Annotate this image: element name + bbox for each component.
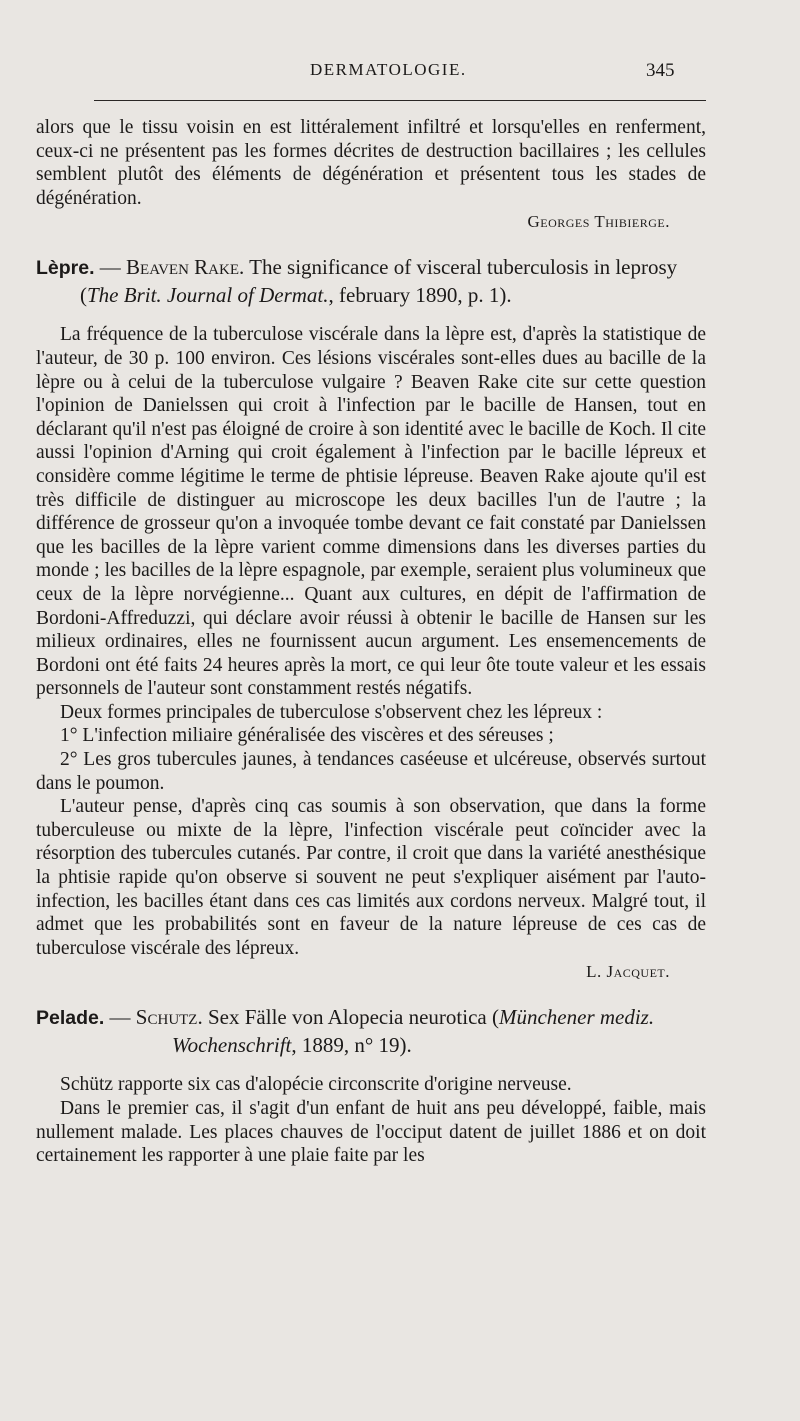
article-journal: Münchener mediz. Wochenschrift bbox=[172, 1005, 655, 1058]
article-keyword: Lèpre. bbox=[36, 257, 95, 280]
heading-dash: — bbox=[104, 1005, 136, 1030]
article-heading bbox=[36, 1004, 706, 1059]
page-header bbox=[0, 60, 800, 86]
article-paragraph: Dans le premier cas, il s'agit d'un enfant de huit ans peu développé, faible, mais nullement malade. Les places chauves de l'occiput datent de juillet 1886 et on doit certainement les rapporter à une plaie faite par les bbox=[36, 1098, 706, 1167]
article-title: . The significance of visceral tuberculosis in leprosy ( bbox=[80, 255, 678, 308]
page-number: 345 bbox=[646, 60, 675, 81]
article-title: . Sex Fälle von Alopecia neurotica ( bbox=[197, 1005, 499, 1030]
article-reference: , february 1890, p. 1). bbox=[328, 283, 512, 308]
article-paragraph: 2° Les gros tubercules jaunes, à tendances caséeuse et ulcéreuse, observés surtout dans le poumon. bbox=[36, 749, 706, 794]
header-rule bbox=[94, 100, 706, 101]
article-paragraph: 1° L'infection miliaire généralisée des viscères et des séreuses ; bbox=[60, 725, 554, 747]
article-signature: L. Jacquet. bbox=[586, 962, 670, 982]
article-author: Schutz bbox=[135, 1005, 198, 1030]
article-heading bbox=[36, 254, 706, 309]
article-journal: The Brit. Journal of Dermat. bbox=[87, 283, 329, 308]
heading-dash: — bbox=[94, 255, 127, 280]
article-keyword: Pelade. bbox=[36, 1007, 105, 1030]
article-author: Beaven Rake bbox=[126, 255, 240, 280]
review-paragraph: alors que le tissu voisin en est littéralement infiltré et lorsqu'elles en renferment, ceux-ci ne présentent pas les formes décrites de destruction bacillaires ; les cellules semblent plutôt des éléments de dégénération et présentent tous les stades de dégénération. bbox=[36, 117, 706, 209]
body-text bbox=[36, 116, 706, 1168]
review-signature: Georges Thibierge. bbox=[527, 212, 670, 232]
running-title: DERMATOLOGIE. bbox=[310, 60, 467, 79]
article-reference: , 1889, n° 19). bbox=[291, 1033, 412, 1058]
article-paragraph: L'auteur pense, d'après cinq cas soumis à son observation, que dans la forme tuberculeuse ou mixte de la lèpre, l'infection viscérale peut coïncider avec la résorption des tubercules cutanés. Par contre, il croit que dans la variété anesthésique la phtisie rapide qu'on observe si souvent ne peut s'expliquer aisément par l'auto-infection, les bacilles étant dans ces cas limités aux cordons nerveux. Malgré tout, il admet que les probabilités sont en faveur de la nature lépreuse de ces cas de tuberculose viscérale des lépreux. bbox=[36, 796, 706, 959]
article-paragraph: Schütz rapporte six cas d'alopécie circonscrite d'origine nerveuse. bbox=[60, 1074, 572, 1096]
article-paragraph: La fréquence de la tuberculose viscérale dans la lèpre est, d'après la statistique de l'auteur, de 30 p. 100 environ. Ces lésions viscérales sont-elles dues au bacille de la lèpre ou à celui de la tuberculose vulgaire ? Beaven Rake cite sur cette question l'opinion de Danielssen qui croit à l'infection par le bacille de Hansen, tout en déclarant qu'il n'est pas éloigné de croire à son identité avec le bacille de Koch. Il cite aussi l'opinion d'Arning qui croit également à l'infection par le bacille lépreux et considère comme légitime le terme de phtisie lépreuse. Beaven Rake ajoute qu'il est très difficile de distinguer au microscope les deux bacilles l'un de l'autre ; la différence de grosseur qu'on a invoquée tombe devant ce fait constaté par Danielssen que les bacilles de la lèpre varient comme dimensions dans les diverses parties du monde ; les bacilles de la lèpre espagnole, par exemple, seraient plus volumineux que ceux de la lèpre norvégienne... Quant aux cultures, en dépit de l'affirmation de Bordoni-Affreduzzi, qui déclare avoir réussi à obtenir le bacille de Hansen sur les milieux ordinaires, elles ne fournissent aucun argument. Les ensemencements de Bordoni ont été faits 24 heures après la mort, ce qui leur ôte toute valeur et les essais personnels de l'auteur sont constamment restés négatifs. bbox=[36, 324, 706, 700]
article-paragraph: Deux formes principales de tuberculose s'observent chez les lépreux : bbox=[60, 701, 603, 723]
